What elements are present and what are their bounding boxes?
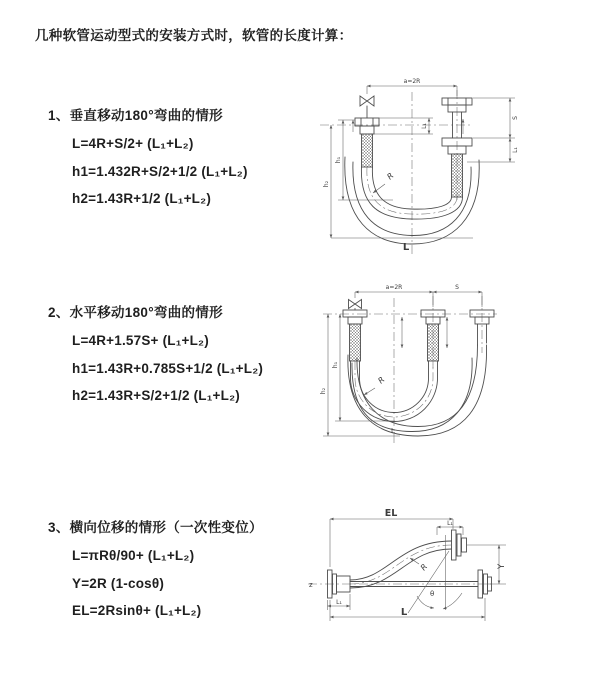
dimension-l1-bottom — [328, 594, 351, 610]
formula: L=πRθ/90+ (L₁+L₂) — [72, 548, 195, 563]
radius-callout — [373, 171, 395, 193]
dimension-el — [330, 508, 453, 567]
page-title: 几种软管运动型式的安装方式时，软管的长度计算： — [35, 28, 353, 43]
angle-construction — [408, 535, 462, 613]
formula: h1=1.43R+0.785S+1/2 (L₁+L₂) — [72, 360, 264, 376]
length-label: L — [391, 427, 395, 435]
length-label: L — [402, 242, 410, 253]
angle-label: θ — [430, 590, 435, 598]
pipe-break-mark: z — [309, 581, 313, 589]
section-2-formulas — [48, 327, 263, 410]
section-1-formulas — [48, 130, 248, 213]
diagram-horizontal-bend — [315, 283, 600, 458]
centerlines — [320, 90, 470, 254]
formula: L=4R+S/2+ (L₁+L₂) — [72, 136, 194, 151]
hose-s-curve — [350, 541, 452, 588]
formula: Y=2R (1-cosθ) — [72, 575, 165, 591]
diagram-vertical-bend — [315, 72, 595, 262]
radius-label: R — [376, 375, 387, 386]
dim-l1-right-label: L₁ — [512, 147, 519, 153]
flanges — [343, 310, 494, 361]
dimension-l1-right — [467, 138, 519, 162]
dim-s-label: S — [512, 116, 519, 120]
radius-label: R — [385, 171, 396, 182]
dim-h1-label: h₁ — [335, 156, 342, 164]
section-3-formulas — [48, 542, 263, 625]
dimension-a — [355, 284, 433, 292]
valve-icon — [349, 300, 362, 311]
dim-l1-left-label: L₁ — [421, 123, 428, 129]
dim-l-label: L — [400, 607, 408, 618]
section-lateral-shift — [48, 519, 263, 625]
diagram-lateral-shift — [300, 505, 600, 655]
section-1-heading: 1、垂直移动180°弯曲的情形 — [48, 108, 223, 123]
section-horizontal-bend — [48, 304, 263, 410]
radius-callout — [364, 375, 386, 395]
left-flange — [355, 118, 379, 167]
section-vertical-bend — [48, 107, 248, 213]
valve-icon — [360, 96, 374, 118]
formula: EL=2Rsinθ+ (L₁+L₂) — [72, 603, 202, 618]
hose-u-bend — [348, 345, 487, 436]
dim-a-label: a=2R — [403, 78, 421, 85]
section-3-heading: 3、横向位移的情形（一次性变位） — [48, 520, 263, 535]
dimension-h1 — [332, 314, 395, 421]
formula: h1=1.432R+S/2+1/2 (L₁+L₂) — [72, 163, 248, 179]
radius-label: R — [418, 562, 430, 573]
dimension-s — [473, 98, 519, 138]
dim-l1-top-label: L₁ — [447, 520, 453, 527]
radius-callout — [410, 558, 429, 572]
dimension-l1-top — [437, 520, 463, 535]
upper-flange — [452, 530, 467, 560]
dim-el-label: EL — [384, 508, 398, 519]
formula: L=4R+1.57S+ (L₁+L₂) — [72, 333, 209, 348]
section-2-heading: 2、水平移动180°弯曲的情形 — [48, 305, 223, 320]
dim-h1-label: h₁ — [332, 361, 339, 369]
dim-l1-bottom-label: L₁ — [336, 599, 342, 606]
dim-a-label: a=2R — [385, 284, 403, 291]
dimension-y — [466, 545, 507, 584]
formula: h2=1.43R+S/2+1/2 (L₁+L₂) — [72, 388, 240, 403]
dim-s-label: S — [455, 284, 459, 291]
dim-h2-label: h₂ — [323, 180, 330, 188]
formula: h2=1.43R+1/2 (L₁+L₂) — [72, 191, 212, 206]
dim-y-label: Y — [497, 563, 507, 569]
dimension-l1-left — [374, 118, 433, 134]
dimension-l — [330, 598, 485, 621]
dim-h2-label: h₂ — [320, 387, 327, 395]
dimension-s — [355, 284, 482, 307]
